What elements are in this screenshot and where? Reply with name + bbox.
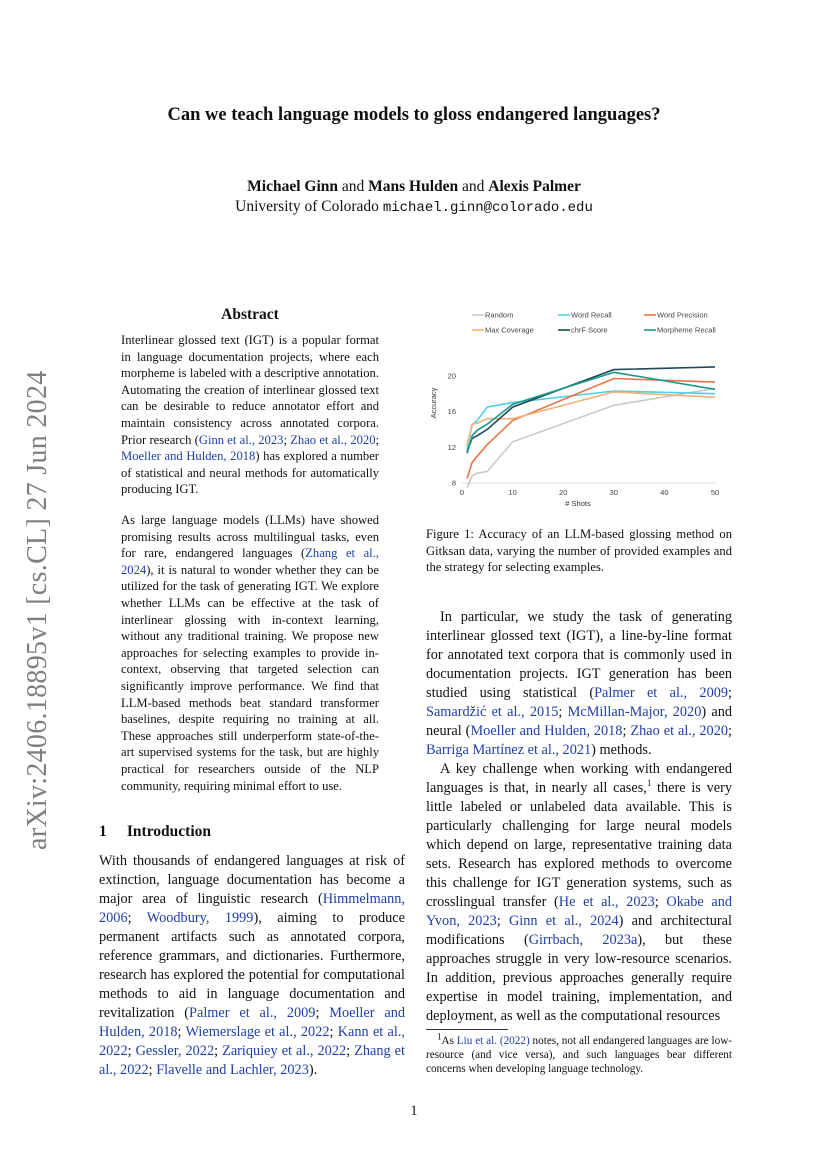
author-name: Michael Ginn — [247, 178, 338, 195]
x-axis-label: # Shots — [565, 499, 591, 508]
text-run: As large language models (LLMs) have showed promising results across multilingual tasks, even for rare, endangered languages ( — [121, 513, 379, 561]
figure-caption: Figure 1: Accuracy of an LLM-based glossing method on Gitksan data, varying the number of provided examples and the strategy for selecting examples. — [426, 527, 732, 575]
accuracy-line-chart — [420, 300, 740, 515]
paper-title: Can we teach language models to gloss endangered languages? — [167, 105, 661, 125]
section-title: Introduction — [126, 823, 211, 840]
abstract-paragraph-1 — [121, 332, 379, 504]
y-tick-label: 12 — [447, 442, 456, 452]
text-run: ; — [728, 685, 732, 701]
arxiv-stamp: arXiv:2406.18895v1 [cs.CL] 27 Jun 2024 — [22, 370, 53, 850]
footnote-mark[interactable]: 1 — [437, 1031, 442, 1042]
affiliation-name: University of Colorado — [235, 198, 379, 215]
text-run: A key challenge when working with endangered languages is that, in nearly all cases, — [426, 761, 732, 796]
text-run: ) has explored a number of statistical and neural methods for automatically producing IGT. — [121, 449, 379, 497]
text-run: ; — [558, 704, 568, 720]
text-run: As — [441, 1035, 457, 1047]
legend-entry: Word Recall — [571, 310, 612, 320]
series-line-word-recall — [467, 391, 715, 449]
text-run: ), it is natural to wonder whether they can be utilized for the task of generating IGT. We explore whether LLMs can be effective at the task of interlinear glossing with in-context learning, without any traditional training. We propose new approaches for selecting examples to provide in-context, observing that targeted selection can significantly improve performance. We find that LLM-based methods beat standard transformer baselines, despite requiring no training at all. These approaches still underperform state-of-the-art supervised systems for the task, but are highly practical for researchers outside of the NLP community, requiring minimal effort to use. — [121, 562, 379, 793]
series-line-random — [467, 388, 715, 487]
citation-link[interactable]: Moeller and Hulden, 2018 — [99, 1005, 405, 1040]
citation-link[interactable]: Girrbach, 2023a — [528, 932, 638, 948]
text-run: In particular, we study the task of generating interlinear glossed text (IGT), a line-by-line format for annotated text corpora that is commonly used in documentation projects. IGT generation has been studied using statistical ( — [426, 609, 732, 701]
citation-link[interactable]: Ginn et al., 2024 — [508, 913, 619, 929]
citation-link[interactable]: Zhang et al., 2024 — [121, 546, 379, 577]
text-run: ), but these approaches struggle in very low-resource scenarios. In addition, previous approaches generally require expertise in model training, implementation, and deployment, as well as the computational resources — [426, 932, 732, 1024]
section-number: 1 — [99, 823, 107, 840]
citation-link[interactable]: Moeller and Hulden, 2018 — [470, 723, 623, 739]
x-tick-label: 40 — [660, 488, 669, 497]
text-run: ). — [308, 1062, 318, 1078]
text-run: ; — [346, 1043, 355, 1059]
author-name: Mans Hulden — [368, 178, 459, 195]
footnote-mark[interactable]: 1 — [646, 778, 652, 789]
text-run: ; — [177, 1024, 186, 1040]
author-separator: and — [462, 178, 485, 195]
citation-link[interactable]: Samardžić et al., 2015 — [426, 704, 559, 720]
text-run: ; — [283, 432, 291, 447]
citation-link[interactable]: McMillan-Major, 2020 — [567, 704, 702, 720]
citation-link[interactable]: Palmer et al., 2009 — [189, 1005, 316, 1021]
citation-link[interactable]: Ginn et al., 2023 — [198, 432, 284, 447]
text-run: ; — [654, 894, 667, 910]
citation-link[interactable]: Liu et al. (2022) — [456, 1035, 530, 1047]
text-run: ; — [315, 1005, 330, 1021]
author-name: Alexis Palmer — [488, 178, 581, 195]
legend-entry: Random — [485, 310, 514, 320]
y-axis-label: Accuracy — [429, 387, 438, 419]
author-list — [0, 178, 828, 196]
x-tick-label: 50 — [710, 488, 720, 497]
citation-link[interactable]: Barriga Martínez et al., 2021 — [426, 742, 592, 758]
author-separator: and — [341, 178, 365, 195]
legend-entry: Word Precision — [657, 310, 708, 320]
citation-link[interactable]: Zhang et al., 2022 — [99, 1043, 405, 1078]
citation-link[interactable]: Gessler, 2022 — [135, 1043, 215, 1059]
chart-legend — [472, 311, 716, 335]
citation-link[interactable]: Flavelle and Lachler, 2023 — [156, 1062, 309, 1078]
intro-paragraph-3 — [426, 760, 732, 1026]
text-run: ; — [728, 723, 732, 739]
legend-entry: chrF Score — [571, 325, 608, 335]
text-run: ; — [375, 432, 380, 447]
text-run: Interlinear glossed text (IGT) is a popular format in language documentation projects, where each morpheme is labeled with a descriptive annotation. Automating the creation of interlinear glossed text can be desirable to reduce annotator effort and maintain consistency across annotated corpora. Prior research ( — [121, 333, 379, 447]
citation-link[interactable]: Zhao et al., 2020 — [290, 432, 376, 447]
page-number: 1 — [410, 1103, 418, 1119]
citation-link[interactable]: Moeller and Hulden, 2018 — [121, 449, 256, 464]
text-run: notes, not all endangered languages are low-resource (and vice versa), and such languages bear different concerns when developing language technology. — [426, 1035, 733, 1076]
abstract-heading: Abstract — [221, 306, 279, 323]
x-tick-label: 0 — [459, 488, 465, 497]
citation-link[interactable]: He et al., 2023 — [558, 894, 655, 910]
text-run: ; — [214, 1043, 223, 1059]
citation-link[interactable]: Zariquiey et al., 2022 — [222, 1043, 347, 1059]
text-run: ; — [127, 1043, 136, 1059]
footnote — [426, 1031, 733, 1077]
citation-link[interactable]: Palmer et al., 2009 — [594, 685, 729, 701]
legend-entry: Morpheme Recall — [657, 325, 716, 335]
citation-link[interactable]: Himmelmann, 2006 — [99, 891, 405, 926]
text-run: ) and neural ( — [426, 704, 732, 739]
footnote-rule — [426, 1029, 508, 1030]
legend-entry: Max Coverage — [485, 325, 534, 335]
abstract-paragraph-2 — [121, 512, 379, 812]
x-tick-label: 10 — [508, 488, 517, 497]
y-tick-label: 8 — [451, 478, 456, 488]
x-tick-label: 30 — [609, 488, 618, 497]
text-run: there is very little labeled or unlabeled data available. This is particularly challenging for large neural models which depend on large, representative training data sets. Research has explored methods to overcome this challenge for IGT generation systems, such as crosslingual transfer ( — [426, 780, 732, 910]
citation-link[interactable]: Wiemerslage et al., 2022 — [185, 1024, 330, 1040]
text-run: ; — [127, 910, 147, 926]
text-run: ) and architectural modifications ( — [426, 913, 732, 948]
series-line-max-coverage — [467, 392, 715, 446]
text-run: ; — [622, 723, 631, 739]
affiliation — [0, 198, 828, 216]
y-tick-label: 16 — [447, 407, 456, 417]
citation-link[interactable]: Okabe and Yvon, 2023 — [426, 894, 733, 929]
text-run: ; — [496, 913, 509, 929]
author-email: michael.ginn@colorado.edu — [382, 200, 593, 216]
citation-link[interactable]: Zhao et al., 2020 — [630, 723, 729, 739]
intro-paragraph-2 — [426, 608, 732, 760]
text-run: ; — [148, 1062, 157, 1078]
intro-paragraph-1 — [99, 852, 405, 1080]
y-tick-label: 20 — [447, 371, 456, 381]
text-run: ; — [329, 1024, 338, 1040]
text-run: With thousands of endangered languages at risk of extinction, language documentation has become a major area of linguistic research ( — [99, 853, 405, 907]
citation-link[interactable]: Woodbury, 1999 — [146, 910, 254, 926]
section-heading — [99, 823, 211, 841]
text-run: ), aiming to produce permanent artifacts such as annotated corpora, reference grammars, and dictionaries. Furthermore, research has explored the potential for computational methods to aid in language documentation and revitalization ( — [99, 910, 405, 1021]
citation-link[interactable]: Kann et al., 2022 — [99, 1024, 405, 1059]
text-run: ) methods. — [591, 742, 652, 758]
x-tick-label: 20 — [559, 488, 568, 497]
